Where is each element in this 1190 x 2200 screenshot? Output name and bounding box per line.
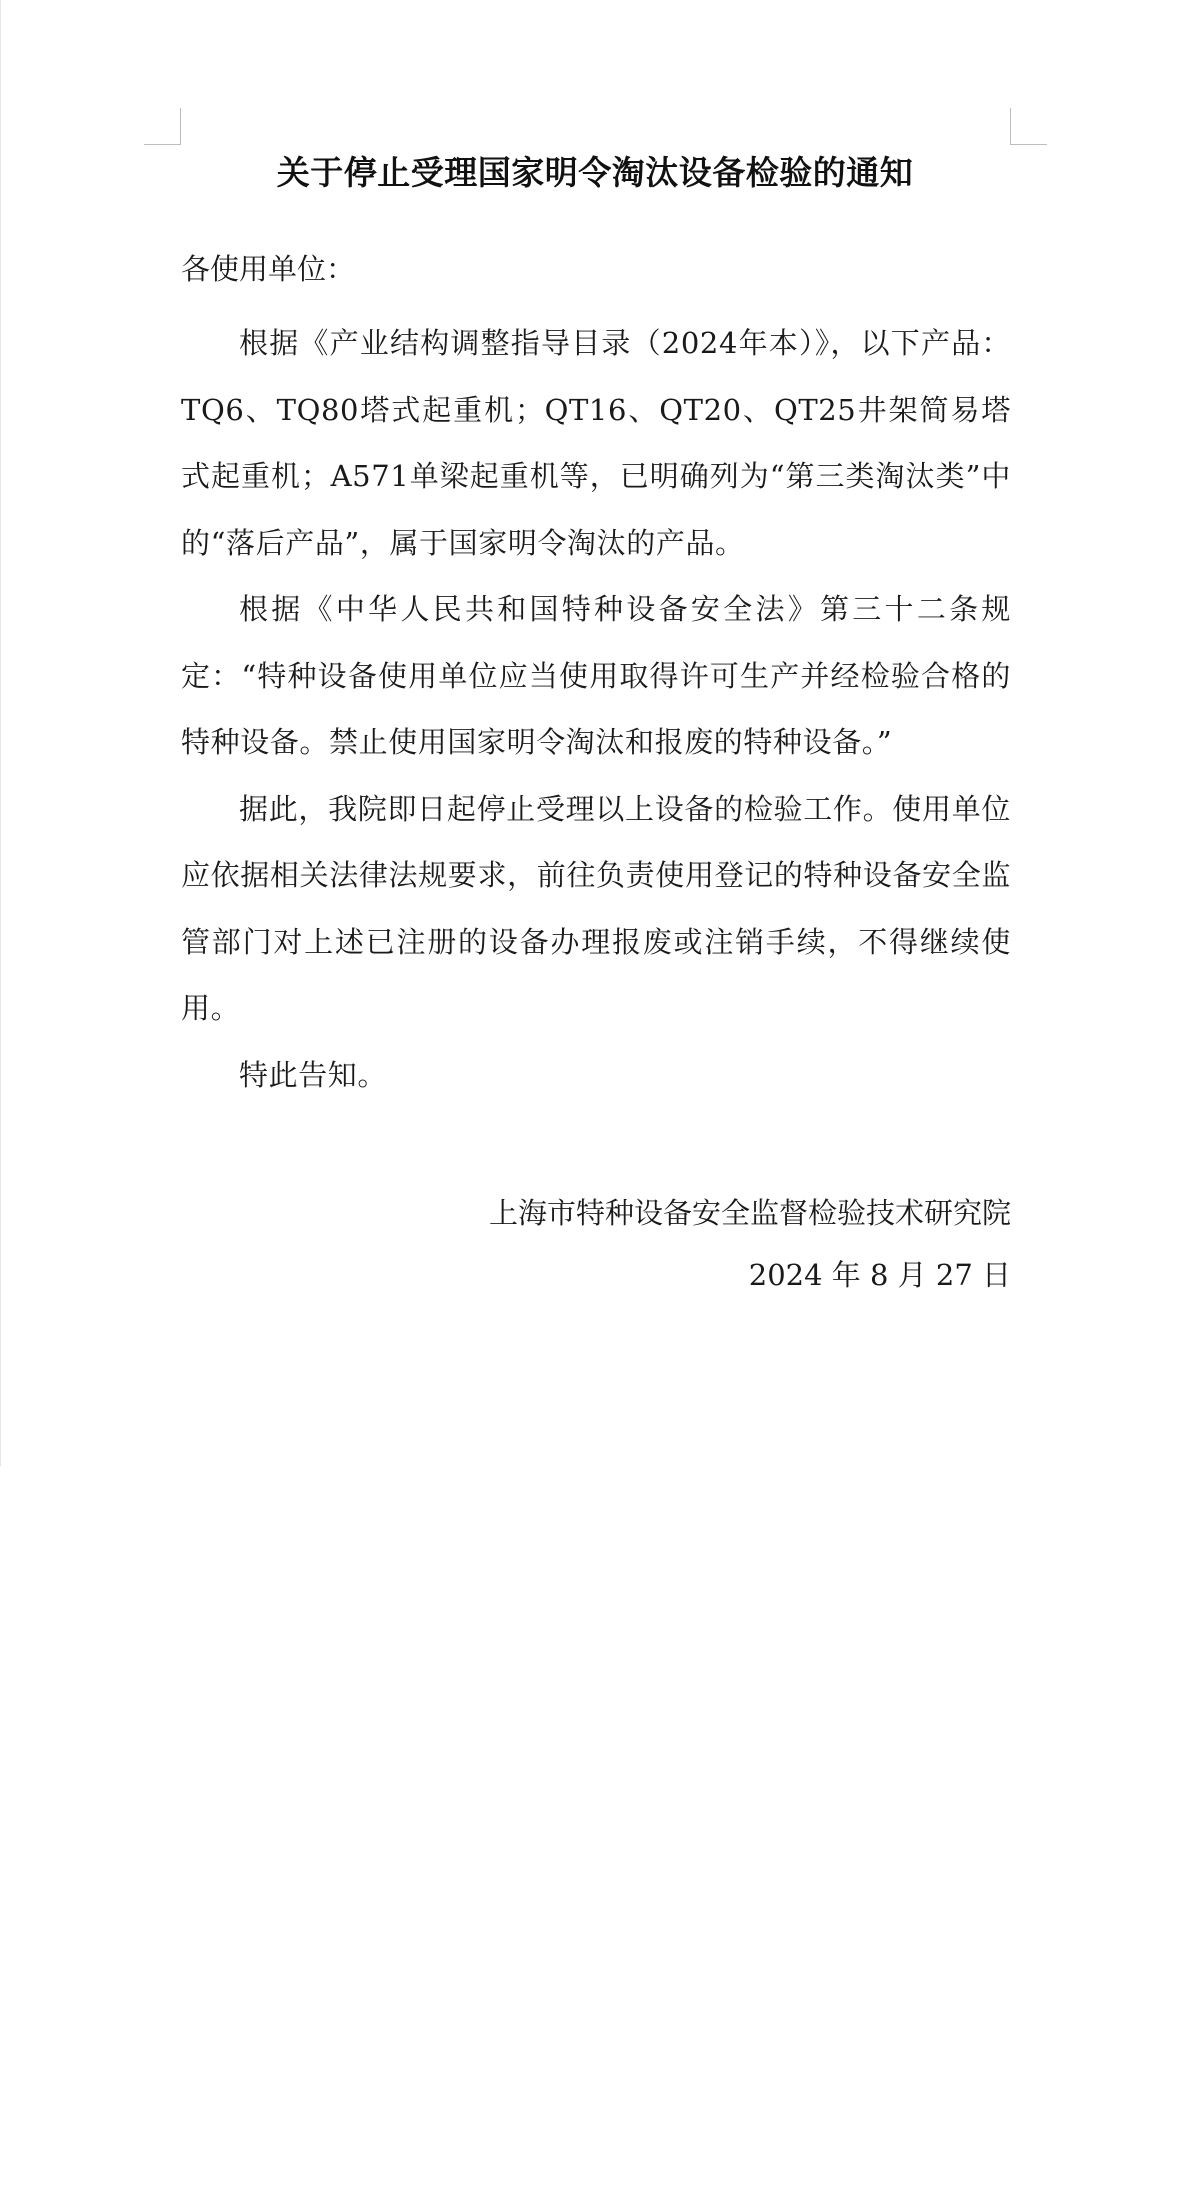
salutation: 各使用单位： xyxy=(181,252,356,286)
paragraph-closing: 特此告知。 xyxy=(239,1057,388,1092)
page-edge-line xyxy=(0,0,1,1466)
paragraph-action: 据此，我院即日起停止受理以上设备的检验工作。使用单位应依据相关法律法规要求，前往负责使用登记的特种设备安全监管部门对上述已注册的设备办理报废或注销手续，不得继续使用。 xyxy=(181,791,1011,1025)
document-body xyxy=(181,310,1011,1108)
paragraph-catalog: 根据《产业结构调整指导目录（2024年本）》，以下产品：TQ6、TQ80塔式起重机；QT16、QT20、QT25井架简易塔式起重机；A571单梁起重机等，已明确列为“第三类淘汰类”中的“落后产品”，属于国家明令淘汰的产品。 xyxy=(181,326,1011,560)
signature-organization: 上海市特种设备安全监督检验技术研究院 xyxy=(488,1196,1011,1230)
crop-mark-top-left xyxy=(144,108,181,145)
signature-date: 2024 年 8 月 27 日 xyxy=(748,1258,1011,1292)
paragraph-law-citation: 根据《中华人民共和国特种设备安全法》第三十二条规定：“特种设备使用单位应当使用取得许可生产并经检验合格的特种设备。禁止使用国家明令淘汰和报废的特种设备。” xyxy=(181,592,1011,759)
crop-mark-top-right xyxy=(1010,108,1047,145)
document-title: 关于停止受理国家明令淘汰设备检验的通知 xyxy=(276,153,914,192)
